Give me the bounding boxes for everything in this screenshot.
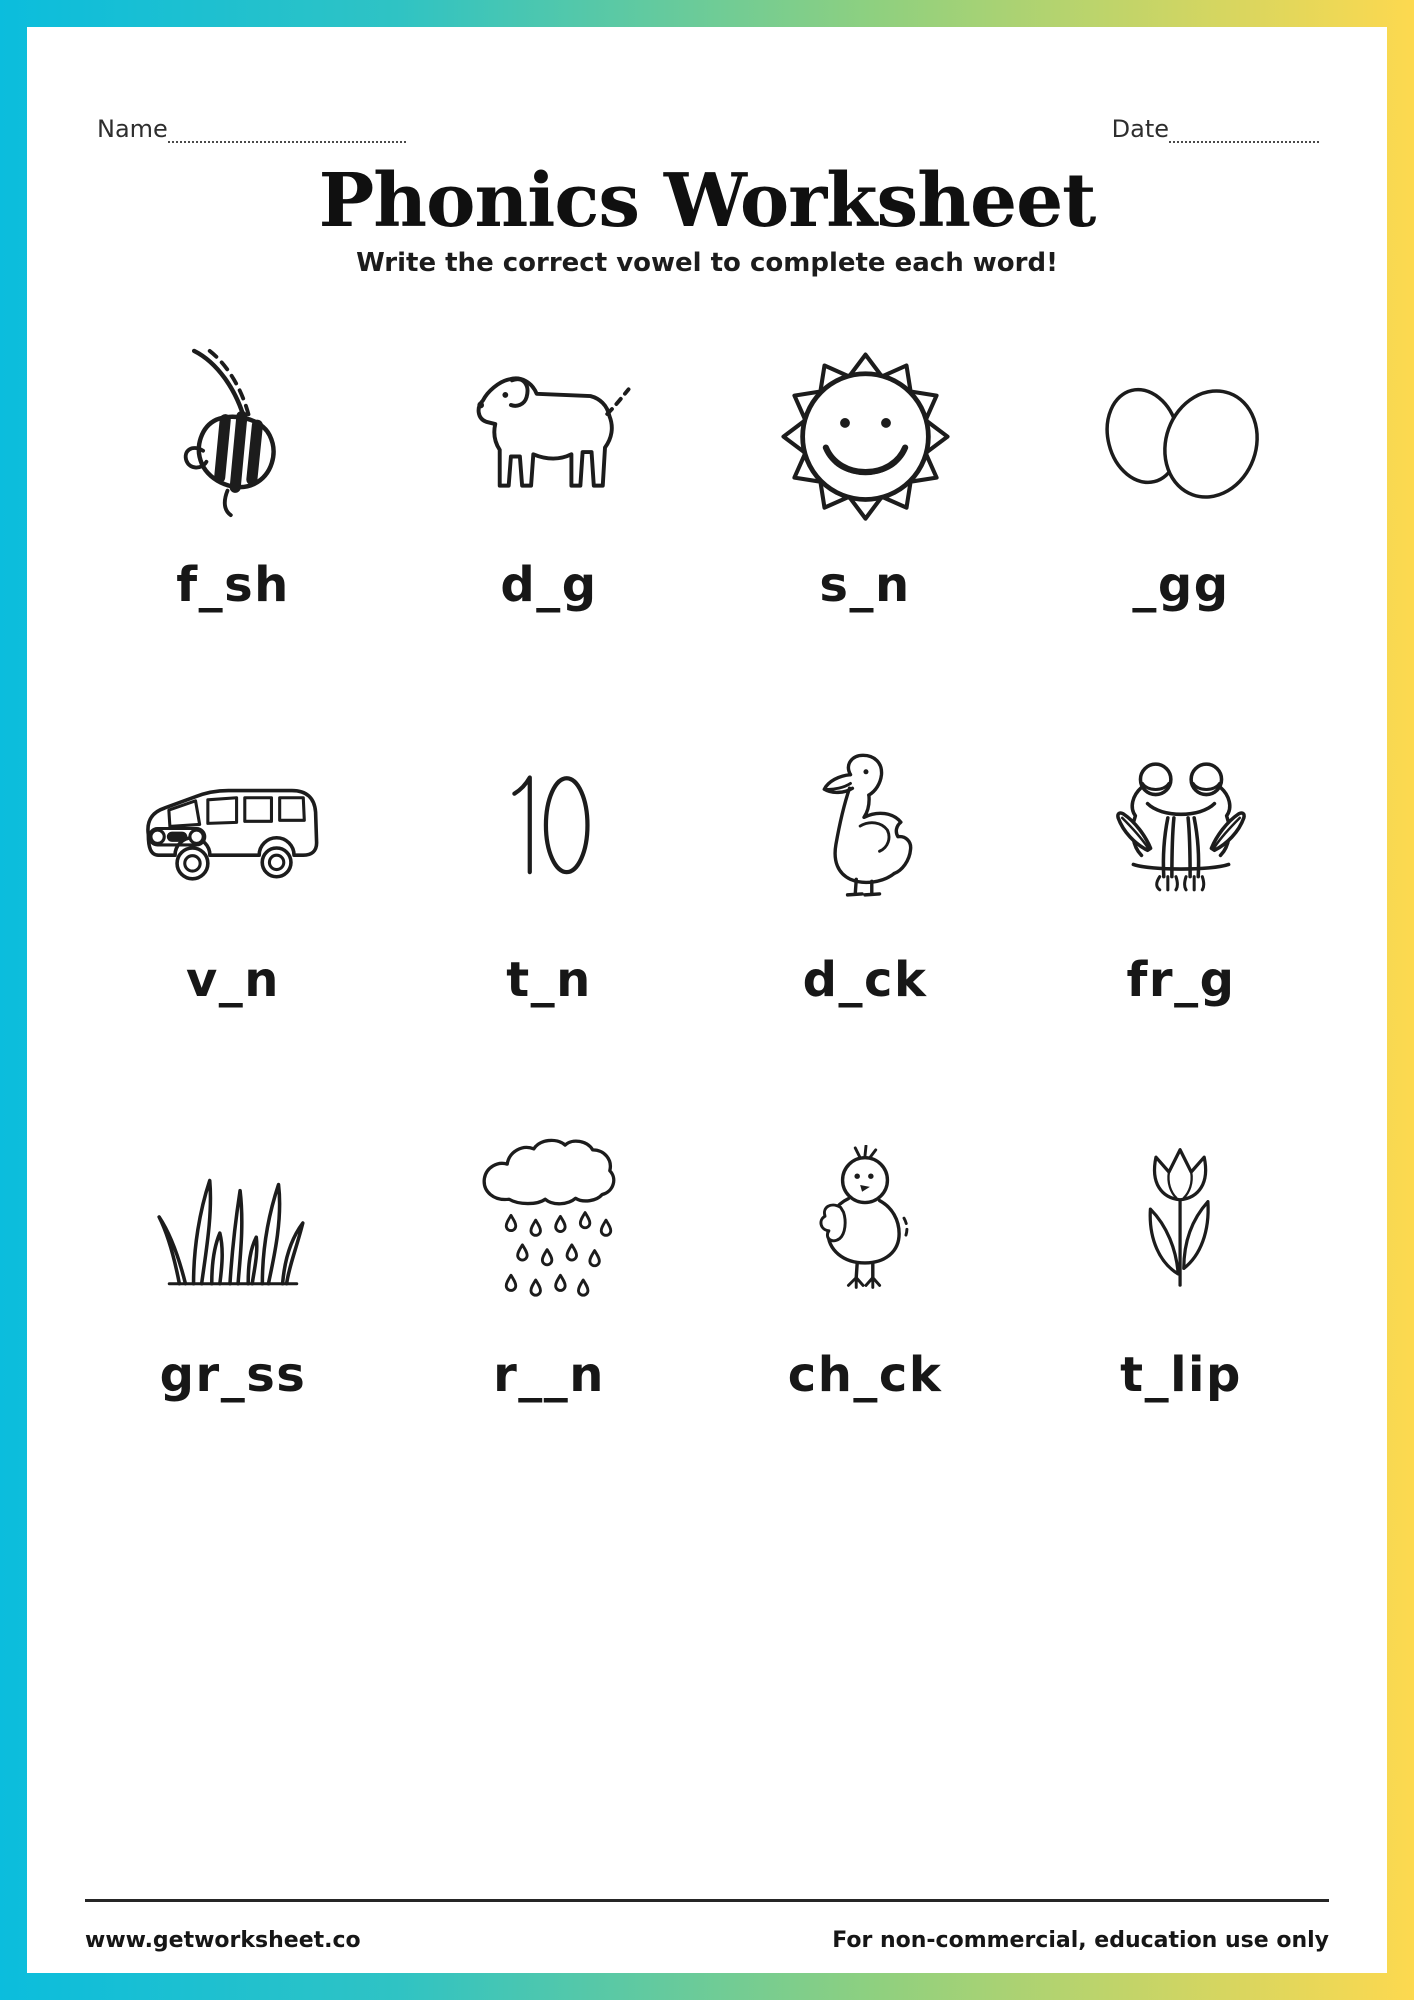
footer-website: www.getworksheet.co [85, 1928, 361, 1953]
van-icon [136, 725, 331, 930]
dog-icon [465, 330, 633, 535]
exercise-cell-rain [391, 1120, 707, 1403]
exercise-cell-duck [707, 725, 1023, 1008]
exercise-cell-ten [391, 725, 707, 1008]
name-field [97, 115, 406, 143]
word-blank: v_n [186, 952, 280, 1009]
word-blank: s_n [819, 557, 911, 614]
name-label: Name [97, 115, 168, 143]
chick-icon [811, 1120, 919, 1325]
exercise-cell-dog [391, 330, 707, 613]
word-blank: d_g [500, 557, 598, 614]
footer-license-note: For non-commercial, education use only [832, 1928, 1329, 1953]
exercise-grid [75, 330, 1339, 1403]
duck-icon [802, 725, 928, 930]
word-blank: r__n [493, 1347, 605, 1404]
word-blank: _gg [1132, 557, 1230, 614]
page-title: Phonics Worksheet [318, 158, 1096, 244]
sun-icon [763, 330, 968, 535]
word-blank: d_ck [802, 952, 928, 1009]
word-blank: fr_g [1126, 952, 1236, 1009]
footer-divider [85, 1899, 1329, 1902]
date-blank-line [1169, 115, 1319, 143]
exercise-cell-sun [707, 330, 1023, 613]
grass-icon [147, 1120, 319, 1325]
word-blank: t_n [506, 952, 592, 1009]
exercise-cell-frog [1023, 725, 1339, 1008]
date-label: Date [1111, 115, 1169, 143]
tulip-icon [1130, 1120, 1232, 1325]
exercise-cell-eggs [1023, 330, 1339, 613]
date-field [1112, 115, 1319, 143]
exercise-cell-chick [707, 1120, 1023, 1403]
worksheet-page [27, 27, 1387, 1973]
exercise-cell-fish [75, 330, 391, 613]
word-blank: gr_ss [159, 1347, 307, 1404]
frog-icon [1105, 725, 1257, 930]
exercise-cell-van [75, 725, 391, 1008]
word-blank: t_lip [1120, 1347, 1242, 1404]
word-blank: ch_ck [787, 1347, 943, 1404]
header-row [97, 115, 1319, 143]
number-ten-icon [499, 725, 599, 930]
page-subtitle: Write the correct vowel to complete each word! [356, 248, 1058, 279]
name-blank-line [168, 115, 406, 143]
fish-icon [172, 330, 294, 535]
footer [85, 1899, 1329, 1953]
eggs-icon [1081, 330, 1281, 535]
exercise-cell-grass [75, 1120, 391, 1403]
rain-cloud-icon [473, 1120, 625, 1325]
word-blank: f_sh [176, 557, 290, 614]
exercise-cell-tulip [1023, 1120, 1339, 1403]
